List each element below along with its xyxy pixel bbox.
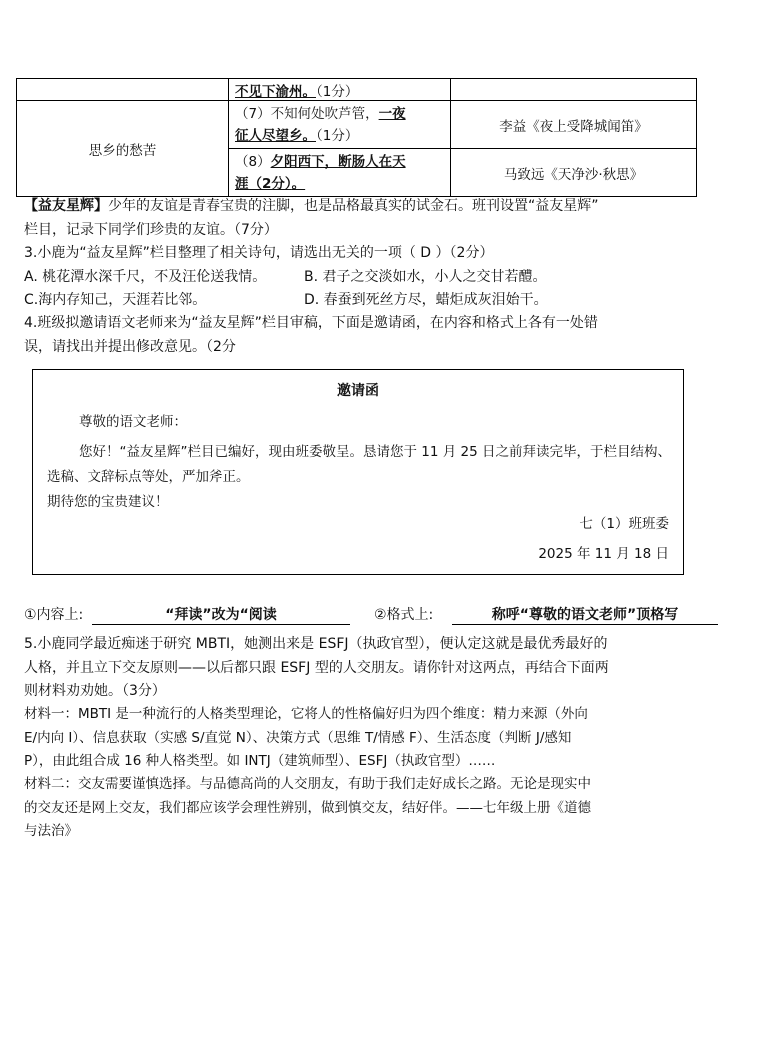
answer-text: 一夜 — [378, 105, 406, 122]
poem-prefix: （8） — [235, 153, 271, 170]
table-cell-answer — [229, 79, 451, 101]
letter-date: 2025 年 11 月 18 日 — [538, 546, 669, 562]
answer-text: 征人尽望乡 — [235, 127, 303, 144]
section-intro-line: 少年的友谊是青春宝贵的注脚，也是品格最真实的试金石。班刊设置“益友星辉” — [108, 198, 599, 214]
answer-punct: 。 — [302, 127, 316, 144]
answer-text: 涯 — [235, 175, 249, 192]
table-cell-empty — [17, 79, 229, 101]
content-label: ①内容上: — [24, 607, 84, 623]
answer-punct: 。 — [291, 175, 306, 192]
letter-body — [47, 440, 673, 515]
question-4 — [24, 312, 724, 359]
points-label: （2分） — [248, 175, 292, 192]
table-cell-answer — [229, 149, 451, 197]
question-5 — [24, 633, 724, 704]
material-line: 材料二：交友需要谨慎选择。与品德高尚的人交朋友，有助于我们走好成长之路。无论是现实中 — [24, 776, 591, 792]
material-line: E/内向 I）、信息获取（实感 S/直觉 N）、决策方式（思维 T/情感 F）、生活态度（判断 J/感知 — [24, 729, 572, 746]
source-cell: 李益《夜上受降城闻笛》 — [451, 101, 697, 149]
question-stem: 人格，并且立下交友原则——以后都只跟 ESFJ 型的人交朋友。请你针对这两点，再结合下面两 — [24, 659, 609, 676]
points-label: （1分） — [316, 127, 359, 144]
option-d: D. 春蚕到死丝方尽，蜡炬成灰泪始干。 — [304, 292, 548, 308]
format-answer: 称呼“尊敬的语文老师”顶格写 — [452, 604, 718, 625]
question-stem: 5.小鹿同学最近痴迷于研究 MBTI，她测出来是 ESFJ（执政官型），便认定这就是最优秀最好的 — [24, 636, 608, 652]
letter-greeting: 尊敬的语文老师： — [79, 414, 187, 430]
source-cell: 马致远《天净沙·秋思》 — [451, 149, 697, 197]
option-a: A. 桃花潭水深千尺，不及汪伦送我情。 — [24, 268, 267, 285]
poem-prefix: （7）不知何处吹芦管， — [235, 105, 379, 122]
letter-closing: 期待您的宝贵建议！ — [47, 494, 169, 510]
section-title: 【益友星辉】 — [24, 198, 108, 214]
answer-text: 夕阳西下，断肠人在天 — [270, 153, 406, 170]
material-1 — [24, 703, 734, 774]
material-line: P），由此组合成 16 种人格类型。如 INTJ（建筑师型）、ESFJ（执政官型）…… — [24, 753, 496, 769]
answer-text: 不见下渝州 — [235, 83, 303, 100]
question-stem: 则材料劝劝她。（3分） — [24, 683, 166, 699]
section-intro — [24, 195, 724, 242]
table-row — [17, 101, 697, 149]
table-cell-answer — [229, 101, 451, 149]
category-cell: 思乡的愁苦 — [17, 101, 229, 197]
letter-signature: 七（1）班班委 — [579, 516, 669, 532]
option-c: C.海内存知己，天涯若比邻。 — [24, 292, 207, 308]
answer-punct: 。 — [302, 83, 316, 100]
q4-answers — [24, 604, 724, 628]
points-label: （1分） — [316, 83, 359, 100]
material-line: 与法治》 — [24, 823, 78, 839]
format-label: ②格式上: — [374, 607, 434, 623]
question-stem: 3.小鹿为“益友星辉”栏目整理了相关诗句，请选出无关的一项（ D ）（2分） — [24, 245, 494, 261]
poem-table — [16, 78, 697, 197]
question-stem: 误，请找出并提出修改意见。（2分 — [24, 338, 236, 355]
letter-title: 邀请函 — [337, 383, 379, 399]
question-3 — [24, 242, 724, 313]
question-stem: 4.班级拟邀请语文老师来为“益友星辉”栏目审稿，下面是邀请函，在内容和格式上各有一处错 — [24, 315, 598, 331]
material-line: 的交友还是网上交友，我们都应该学会理性辨别，做到慎交友，结好伴。——七年级上册《道德 — [24, 799, 591, 816]
table-row — [17, 79, 697, 101]
table-cell-empty — [451, 79, 697, 101]
content-answer: “拜读”改为“阅读 — [92, 604, 350, 625]
material-2 — [24, 773, 734, 844]
material-line: 材料一：MBTI 是一种流行的人格类型理论，它将人的性格偏好归为四个维度：精力来源（外向 — [24, 706, 588, 722]
option-b: B. 君子之交淡如水，小人之交甘若醴。 — [304, 268, 547, 285]
letter-body-text: 您好！“益友星辉”栏目已编好，现由班委敬呈。恳请您于 11 月 25 日之前拜读完毕，于栏目结构、选稿、文辞标点等处，严加斧正。 — [47, 444, 672, 485]
invitation-letter — [32, 369, 684, 575]
section-intro-line: 栏目，记录下同学们珍贵的友谊。（7分） — [24, 221, 278, 238]
